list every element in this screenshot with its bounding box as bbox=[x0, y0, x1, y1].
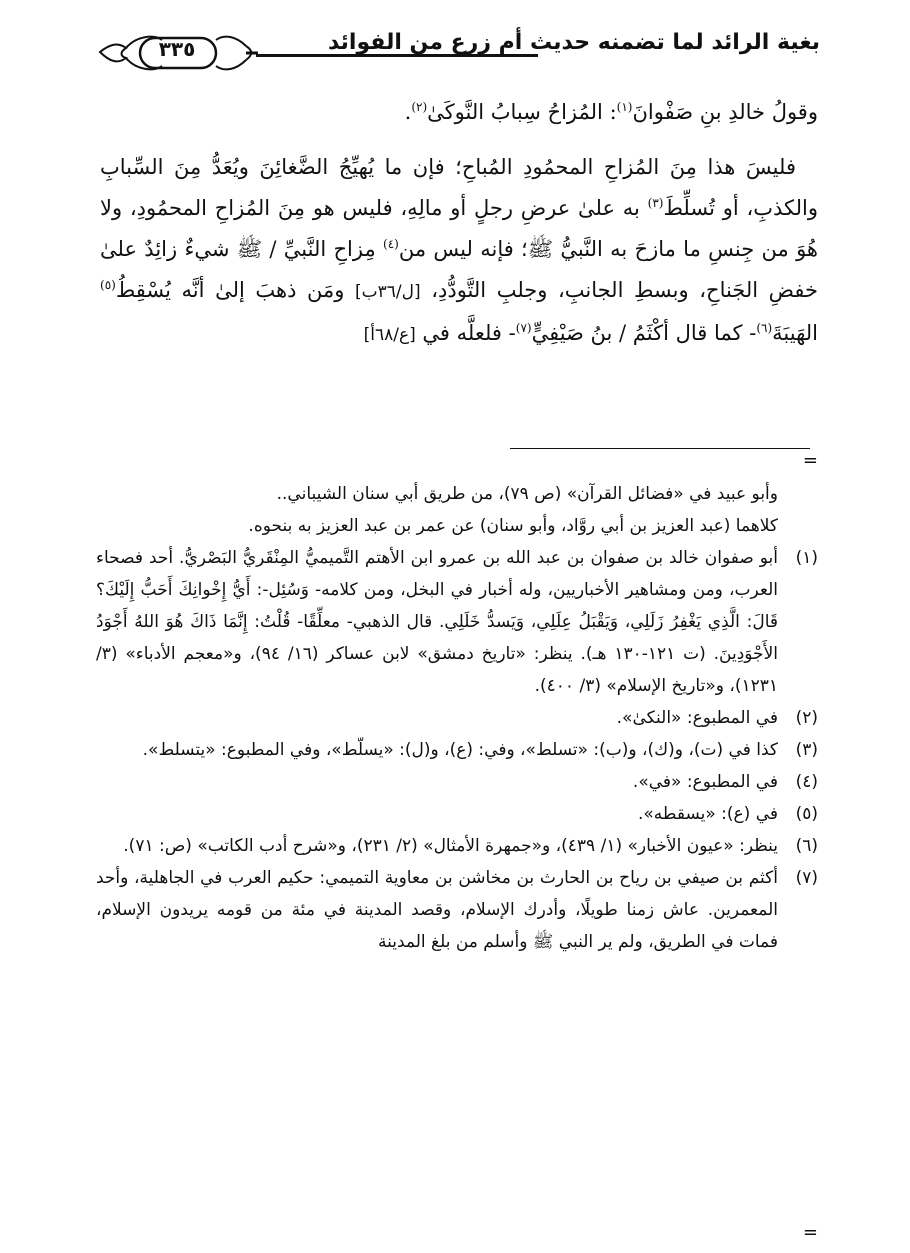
footnote-text: في المطبوع: «في». bbox=[632, 772, 778, 792]
footnote-ref[interactable]: (٢) bbox=[411, 100, 428, 114]
footnote-text: في المطبوع: «النكىٰ». bbox=[616, 708, 778, 728]
footnote-continuation: وأبو عبيد في «فضائل القرآن» (ص ٧٩)، من طريق أبي سنان الشيباني.. bbox=[276, 484, 778, 504]
text-run: ومَن ذهبَ إلىٰ أنَّه يُسْقِطُ bbox=[115, 278, 355, 302]
text-run: مِزاحِ النَّبيِّ / ﷺ شيءٌ زائِدٌ علىٰ خفضِ الجَناحِ، وبسطِ الجانبِ، وجلبِ التَّودُّدِ، bbox=[100, 237, 819, 302]
footnote-number: (٣) bbox=[795, 740, 818, 760]
header-rule bbox=[256, 54, 538, 57]
footnote bbox=[96, 766, 818, 798]
continuation-mark: = bbox=[802, 450, 818, 471]
page-number-ornament bbox=[96, 26, 258, 78]
paragraph bbox=[100, 92, 818, 133]
footnote-ref[interactable]: (٣) bbox=[647, 196, 664, 210]
footnote bbox=[96, 830, 818, 862]
text-run: فليسَ هذا مِنَ المُزاحِ المحمُودِ المُباحِ؛ فإن ما يُهيِّجُ الضَّغائِنَ ويُعَدُّ مِنَ السِّبابِ والكذبِ، أو تُسلِّطَ bbox=[100, 155, 818, 220]
text-run: به علىٰ عرضِ رجلٍ أو مالِهِ، فليس هو مِنَ المُزاحِ المحمُودِ، ولا هُوَ من جِنسِ ما مازحَ به النَّبيُّ ﷺ؛ فإنه ليس من bbox=[100, 196, 818, 261]
text-run: : المُزاحُ سِبابُ النَّوكَىٰ bbox=[427, 100, 617, 124]
page-number: ٣٣٥ bbox=[158, 37, 196, 61]
footnote bbox=[96, 862, 818, 958]
text-run: - فلعلَّه في bbox=[415, 321, 516, 345]
footnote-number: (٧) bbox=[795, 868, 818, 888]
footnotes bbox=[96, 478, 818, 958]
main-text bbox=[100, 92, 818, 356]
manuscript-marker: [ل/٣٦ب] bbox=[355, 282, 421, 302]
page-header bbox=[96, 26, 820, 76]
footnote-ref[interactable]: (١) bbox=[616, 100, 633, 114]
footnote-ref[interactable]: (٥) bbox=[100, 278, 116, 292]
continuation-mark: = bbox=[802, 1222, 818, 1243]
text-run: - كما قال أكْثَمُ / بنُ صَيْفِيٍّ bbox=[531, 321, 757, 345]
footnote-number: (٦) bbox=[795, 836, 818, 856]
footnote-number: (٥) bbox=[795, 804, 818, 824]
footnote-text: كذا في (ت)، و(ك)، و(ب): «تسلط»، وفي: (ع)، و(ل): «يسلّط»، وفي المطبوع: «يتسلط». bbox=[142, 740, 778, 760]
footnote bbox=[96, 798, 818, 830]
footnote-number: (٤) bbox=[795, 772, 818, 792]
footnote-number: (٢) bbox=[795, 708, 818, 728]
footnote bbox=[96, 734, 818, 766]
footnote bbox=[96, 542, 818, 702]
footnote-ref[interactable]: (٤) bbox=[383, 237, 399, 251]
footnote-text: ينظر: «عيون الأخبار» (١/ ٤٣٩)، و«جمهرة الأمثال» (٢/ ٢٣١)، و«شرح أدب الكاتب» (ص: ٧١). bbox=[123, 836, 778, 856]
footnote-text: في (ع): «يسقطه». bbox=[637, 804, 778, 824]
paragraph bbox=[100, 147, 818, 356]
text-run: الهَيبَةَ bbox=[772, 321, 818, 345]
text-run: وقولُ خالدِ بنِ صَفْوانَ bbox=[632, 100, 818, 124]
footnote-number: (١) bbox=[795, 548, 818, 568]
footnote bbox=[96, 702, 818, 734]
footnote-ref[interactable]: (٧) bbox=[515, 321, 532, 335]
manuscript-marker: [ع/٦٨أ] bbox=[363, 325, 416, 345]
footnote-ref[interactable]: (٦) bbox=[756, 321, 773, 335]
footnote-text: أبو صفوان خالد بن صفوان بن عبد الله بن عمرو ابن الأهتم التَّميميُّ المِنْقَريُّ البَصْريُّ. أحد فصحاء العرب، ومن ومشاهير الأخباريين، وله أخبار في البخل، ومن كلامه- وَسُئِل-: أَيُّ إِخْوانِكَ أَحَبُّ إِلَيْكَ؟ قَالَ: الَّذِي يَغْفِرُ زَلَلِي، وَيَقْبَلُ عِلَلِي، وَيَسدُّ خَلَلِي. قال الذهبي- معلِّقًا- قُلْتُ: إِنَّمَا ذَاكَ هُوَ اللهُ أَجْوَدُ الأَجْوَدِينَ. (ت ١٢١-١٣٠ هـ). ينظر: «تاريخ دمشق» لابن عساكر (١٦/ ٩٤)، و«معجم الأدباء» (٣/ ١٢٣١)، و«تاريخ الإسلام» (٣/ ٤٠٠). bbox=[96, 548, 778, 696]
footnote-separator bbox=[510, 448, 810, 449]
footnote-continuation: كلاهما (عبد العزيز بن أبي روَّاد، وأبو سنان) عن عمر بن عبد العزيز به بنحوه. bbox=[248, 516, 778, 536]
footnote-text: أكثم بن صيفي بن رياح بن الحارث بن مخاشن بن معاوية التميمي: حكيم العرب في الجاهلية، وأحد المعمرين. عاش زمنا طويلًا، وأدرك الإسلام، وقصد المدينة في مئة من قومه يريدون الإسلام، فمات في الطريق، ولم ير النبي ﷺ وأسلم من بلغ المدينة bbox=[96, 868, 778, 952]
text-run: . bbox=[404, 100, 412, 124]
running-title: بغية الرائد لما تضمنه حديث أم زرع من الفوائد bbox=[327, 30, 820, 55]
